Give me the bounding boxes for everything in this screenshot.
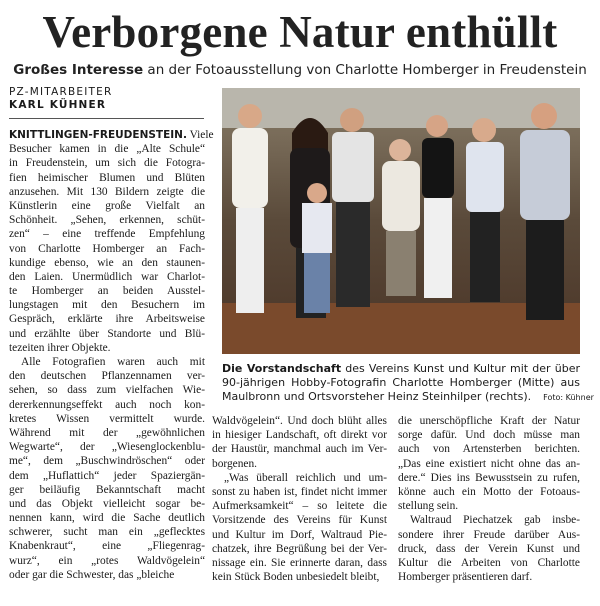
text-line [9,284,205,298]
text-line-content: der Haustür, manchmal auch im Ver- [212,443,387,456]
subtitle-bold: Großes Interesse [13,62,144,78]
text-line-content: kein Stück Boden unbesiedelt bleibt, [212,571,380,584]
text-line-content: „Was überall reichlich und um- [224,471,387,484]
text-line-content: dererkennungseffekt auch noch kon- [9,398,205,411]
text-line-content: Während mit der „gewöhnlichen [9,426,205,439]
text-line [9,497,205,511]
text-line-content: „Das eine existiert nicht ohne das an- [398,457,580,470]
text-line-content: kundige ebenso, wie an den staunen- [9,256,205,269]
text-line [9,539,205,553]
caption-bold: Die Vorstandschaft [222,362,342,375]
text-line [9,312,205,326]
divider [9,118,204,119]
text-line-content: Künstlerin eine große Vielfalt an [9,199,205,212]
text-line-content: tezeiten ihrer Objekte. [9,341,111,354]
text-line [398,442,580,456]
article-column-2 [212,414,387,584]
text-line [9,412,205,426]
text-line [398,528,580,542]
text-line [212,428,387,442]
text-line-content: und das Objekt vielleicht sogar be- [9,497,205,510]
text-line [9,142,205,156]
caption-text: des Vereins Kunst und Kultur mit der über [341,362,580,375]
text-line [398,428,580,442]
text-line-content: Schönheit. „Sehen, erkennen, schüt- [9,214,205,227]
text-line [9,525,205,539]
text-line [9,426,205,440]
text-line-content: sorge dafür. Und doch müsse man [398,429,580,442]
text-line [9,256,205,270]
byline-role: PZ-MITARBEITER [9,86,113,98]
byline-name: KARL KÜHNER [9,99,107,111]
text-line-content: und erzählte über Standorte und Blü- [9,327,205,340]
text-line-content: fien heimischer Blumen und Blüten [9,171,205,184]
text-line-content: anzusehen. Mit 130 Bildern zeigte die [9,185,205,198]
text-line [212,499,387,513]
text-line [398,471,580,485]
text-line-content: sehen, so dass zum vielfachen Wie- [9,384,205,397]
text-line-content: Viele [186,129,214,141]
text-line-content: zen“ – eine treffende Empfehlung [9,228,205,241]
headline: Verborgene Natur enthüllt [42,7,558,57]
text-line [9,440,205,454]
text-line [398,570,580,584]
group-photo [222,88,580,354]
text-line [212,570,387,584]
text-line [212,542,387,556]
text-line-content: stellung sein. [398,500,459,513]
text-line [9,341,205,355]
text-line [212,556,387,570]
subtitle [0,62,600,78]
text-line-content: in Freudenstein, um sich die Fotogra- [9,157,205,170]
text-line [9,511,205,525]
text-line-content: kretes Wissen vermittelt wurde. [9,412,205,425]
text-line [9,185,205,199]
text-line [212,471,387,485]
photo-credit: Foto: Kühner [543,393,594,402]
text-line-content: Alle Fotografien waren auch mit [21,356,205,368]
text-line-content: könne auch ein Motto der Fotoaus- [398,485,580,498]
text-line [398,499,580,513]
text-line [9,383,205,397]
text-line-content: Waldvögelein“. Und doch blüht alles [212,415,387,427]
text-line-content: lungstagen mit den Besuchern im [9,299,205,312]
caption-text: Maulbronn und Ortsvorsteher Heinz Steinhilper (rechts). [222,390,532,403]
text-line [9,327,205,341]
text-line-content: und Kultur im Dorf, Waltraud Pie- [212,528,387,541]
dateline: KNITTLINGEN-FREUDENSTEIN. [9,129,187,141]
text-line [212,513,387,527]
text-line-content: sondere ihrer Freude darüber Aus- [398,528,580,541]
text-line [9,568,205,582]
text-line [9,469,205,483]
text-line [212,414,387,428]
text-line [9,227,205,241]
text-line-content: me“, dem „Buschwindröschen“ oder [9,455,205,468]
text-line [398,556,580,570]
text-line-content: schwerer, sucht man ein „geflecktes [9,526,205,539]
text-line [9,454,205,468]
subtitle-rest: an der Fotoausstellung von Charlotte Homberger in Freudenstein [143,62,587,78]
text-line [9,483,205,497]
photo-caption [222,362,594,405]
text-line [9,242,205,256]
text-line [9,199,205,213]
text-line-content: borgenen. [212,457,258,470]
text-line-content: nissage ein. Sie erinnerte daran, dass [212,556,387,569]
text-line-content: oder gar die Schwester, das „bleiche [9,568,175,581]
text-line-content: Aufmerksamkeit“ – so leitete die [212,500,387,513]
text-line [212,485,387,499]
article-column-1 [9,128,214,582]
text-line [212,442,387,456]
text-line-content: sonst zu haben ist, findet nicht immer [212,485,387,498]
text-line-content: Wegwarte“, der „Wiesenglockenblu- [9,441,205,454]
text-line [212,528,387,542]
text-line [9,156,205,170]
text-line [212,457,387,471]
text-line-content: die unerschöpfliche Kraft der Natur [398,415,580,427]
text-line-content: Waltraud Piechatzek gab insbe- [410,514,580,527]
text-line [9,171,205,185]
text-line [9,554,205,568]
text-line [398,485,580,499]
text-line-content: te Homberger an beiden Ausstel- [9,285,205,298]
text-line-content: nennen kann, wird die Sache deutlich [9,512,205,525]
text-line-content: den deutschen Pflanzennamen ver- [9,370,205,383]
caption-text: 90-jährigen Hobby-Fotografin Charlotte Homberger (Mitte) aus [222,376,580,389]
text-line-content: Vorsitzende des Vereins für Kunst [212,514,387,527]
text-line-content: dem „Huflattich“ jeder Spaziergän- [9,469,205,482]
article-column-3 [398,414,580,584]
byline [9,86,112,112]
text-line-content: Homberger präsentieren darf. [398,571,533,584]
text-line-content: Kultur die Arbeiten von Charlotte [398,556,580,569]
text-line-content: dere.“ Dies ins Bewusstsein zu rufen, [398,471,580,484]
text-line [9,369,205,383]
text-line [9,398,205,412]
text-line [9,270,205,284]
text-line-content: Gespräch, erklärte ihre Arbeitsweise [9,313,205,326]
text-line [9,213,205,227]
text-line [398,542,580,556]
text-line [398,513,580,527]
text-line-content: druck, dass der Verein Kunst und [398,542,580,555]
person-1 [232,104,268,313]
text-line-content: Knabenkraut“, eine „Fliegenrag- [9,540,205,553]
text-line [9,298,205,312]
text-line-content: in hiesiger Landschaft, oft direkt vor [212,429,387,442]
text-line-content: auch von Artensterben berichten. [398,443,580,456]
text-line-content: wurz“, ein „rotes Waldvögelein“ [9,554,205,567]
text-line-content: von Charlotte Homberger an Fach- [9,242,205,255]
text-line [398,457,580,471]
text-line [9,355,205,369]
text-line [398,414,580,428]
text-line-content: chatzek, ihre Begrüßung bei der Ver- [212,542,387,555]
text-line-content: den Laien. Unermüdlich war Charlot- [9,270,205,283]
text-line [9,128,214,142]
text-line-content: Besucher kamen in die „Alte Schule“ [9,143,205,156]
text-line-content: ger beiläufig Bekanntschaft macht [9,483,205,496]
